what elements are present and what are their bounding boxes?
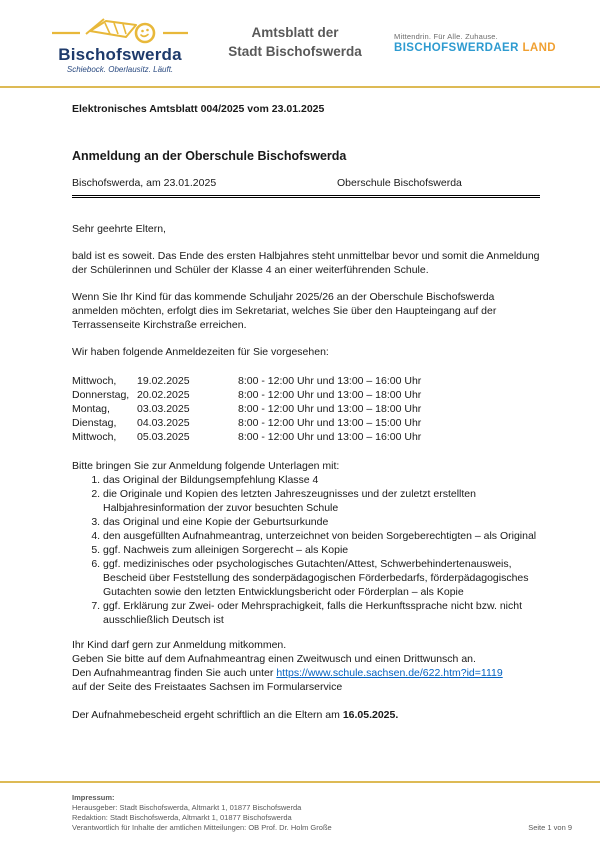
- table-row: [72, 402, 540, 416]
- final-notice-date: 16.05.2025.: [342, 709, 399, 721]
- gazette-title-line2: Stadt Bischofswerda: [228, 44, 362, 59]
- required-documents-list: [72, 473, 540, 627]
- region-brand: [394, 32, 582, 54]
- closing-line-wishes: Geben Sie bitte auf dem Aufnahmeantrag einen Zweitwusch und einen Drittwunsch an.: [72, 653, 476, 665]
- table-row: [72, 388, 540, 402]
- documents-intro: Bitte bringen Sie zur Anmeldung folgende Unterlagen mit:: [72, 460, 340, 472]
- times-date: 05.03.2025: [137, 431, 190, 443]
- times-hours: 8:00 - 12:00 Uhr und 13:00 – 16:00 Uhr: [238, 431, 422, 443]
- dateline-place-date: Bischofswerda, am 23.01.2025: [72, 177, 217, 189]
- closing-line-link: [72, 666, 540, 680]
- schiebock-wheelbarrow-icon: [50, 12, 190, 46]
- imprint-label: Impressum:: [72, 793, 115, 802]
- times-hours: 8:00 - 12:00 Uhr und 13:00 – 18:00 Uhr: [238, 403, 422, 415]
- list-item: 6. ggf. medizinisches oder psychologisches Gutachten/Attest, Schwerbehindertenausweis, Bescheid über Feststellung des sonderpädagogischen Förderbedarfs, förderpädagogisches Gutachten sowie den letzten Entwicklungsbericht oder Förderplan – als Kopie: [103, 557, 540, 599]
- list-item: 5. ggf. Nachweis zum alleinigen Sorgerecht – als Kopie: [103, 543, 540, 557]
- region-brand-tagline: Mittendrin. Für Alle. Zuhause.: [394, 32, 498, 41]
- paragraph-intro: bald ist es soweit. Das Ende des ersten Halbjahres steht unmittelbar bevor und somit die Anmeldung der Schülerinnen und Schüler der Klasse 4 an einer weiterführenden Schule.: [72, 250, 540, 276]
- final-notice: [72, 708, 540, 722]
- dateline-author: Oberschule Bischofswerda: [337, 177, 462, 189]
- times-date: 03.03.2025: [137, 403, 190, 415]
- imprint-publisher: Herausgeber: Stadt Bischofswerda, Altmarkt 1, 01877 Bischofswerda: [72, 803, 302, 812]
- closing-line-link-suffix: auf der Seite des Freistaates Sachsen im Formularservice: [72, 681, 343, 693]
- list-item: 3. das Original und eine Kopie der Geburtsurkunde: [103, 515, 540, 529]
- page-header: [0, 0, 600, 88]
- gazette-title: [196, 24, 394, 62]
- imprint-responsible: Verantwortlich für Inhalte der amtlichen Mitteilungen: OB Prof. Dr. Holm Große: [72, 823, 332, 832]
- logo-slogan: Schiebock. Oberlausitz. Läuft.: [66, 65, 174, 75]
- times-date: 20.02.2025: [137, 389, 190, 401]
- region-brand-name-blue: BISCHOFSWERDAER: [394, 42, 519, 54]
- list-item: 4. den ausgefüllten Aufnahmeantrag, unterzeichnet von beiden Sorgeberechtigten – als Original: [103, 529, 540, 543]
- times-date: 19.02.2025: [137, 375, 190, 387]
- imprint: [72, 793, 572, 833]
- times-day: Dienstag,: [72, 417, 117, 429]
- closing-line-child: Ihr Kind darf gern zur Anmeldung mitkommen.: [72, 639, 287, 651]
- salutation: Sehr geehrte Eltern,: [72, 223, 166, 235]
- paragraph-registration: Wenn Sie Ihr Kind für das kommende Schuljahr 2025/26 an der Oberschule Bischofswerda anmelden möchten, erfolgt dies im Sekretariat, welches Sie über den Haupteingang auf der Terrassenseite Kirchstraße erreichen.: [72, 291, 497, 331]
- times-day: Mittwoch,: [72, 431, 117, 443]
- page-indicator: Seite 1 von 9: [528, 823, 572, 832]
- times-hours: 8:00 - 12:00 Uhr und 13:00 – 16:00 Uhr: [238, 375, 422, 387]
- gazette-title-line1: Amtsblatt der: [251, 25, 339, 41]
- closing-link-prefix: Den Aufnahmeantrag finden Sie auch unter: [72, 667, 277, 679]
- logo-city-name: Bischofswerda: [58, 44, 182, 64]
- page-footer: [0, 781, 600, 850]
- horizontal-rule: [72, 195, 540, 198]
- list-item: 7. ggf. Erklärung zur Zwei- oder Mehrsprachigkeit, falls die Herkunftssprache nicht bzw. nicht ausschließlich Deutsch ist: [103, 599, 540, 627]
- final-notice-text: Der Aufnahmebescheid ergeht schriftlich an die Eltern am: [72, 709, 343, 721]
- times-day: Mittwoch,: [72, 375, 117, 387]
- application-form-link[interactable]: https://www.schule.sachsen.de/622.htm?id=1119: [276, 667, 503, 679]
- issue-line: Elektronisches Amtsblatt 004/2025 vom 23.01.2025: [72, 103, 325, 115]
- document-body: [72, 88, 540, 722]
- times-date: 04.03.2025: [137, 417, 190, 429]
- list-item: 1. das Original der Bildungsempfehlung Klasse 4: [103, 473, 540, 487]
- region-brand-name-orange: LAND: [522, 42, 556, 54]
- region-brand-name: [394, 42, 582, 54]
- table-row: [72, 374, 540, 388]
- table-row: [72, 430, 540, 444]
- times-day: Donnerstag,: [72, 389, 130, 401]
- dateline: [72, 176, 540, 190]
- times-hours: 8:00 - 12:00 Uhr und 13:00 – 15:00 Uhr: [238, 417, 422, 429]
- closing-block: [72, 638, 540, 694]
- times-hours: 8:00 - 12:00 Uhr und 13:00 – 18:00 Uhr: [238, 389, 422, 401]
- times-intro: Wir haben folgende Anmeldezeiten für Sie vorgesehen:: [72, 346, 329, 358]
- registration-times-table: [72, 374, 540, 444]
- imprint-editor: Redaktion: Stadt Bischofswerda, Altmarkt 1, 01877 Bischofswerda: [72, 813, 292, 822]
- table-row: [72, 416, 540, 430]
- list-item: 2. die Originale und Kopien des letzten Jahreszeugnisses und der zuletzt erstellten Halbjahresinformation der zuvor besuchten Schule: [103, 487, 540, 515]
- city-logo: [44, 12, 196, 75]
- article-title: Anmeldung an der Oberschule Bischofswerda: [72, 149, 347, 163]
- times-day: Montag,: [72, 403, 110, 415]
